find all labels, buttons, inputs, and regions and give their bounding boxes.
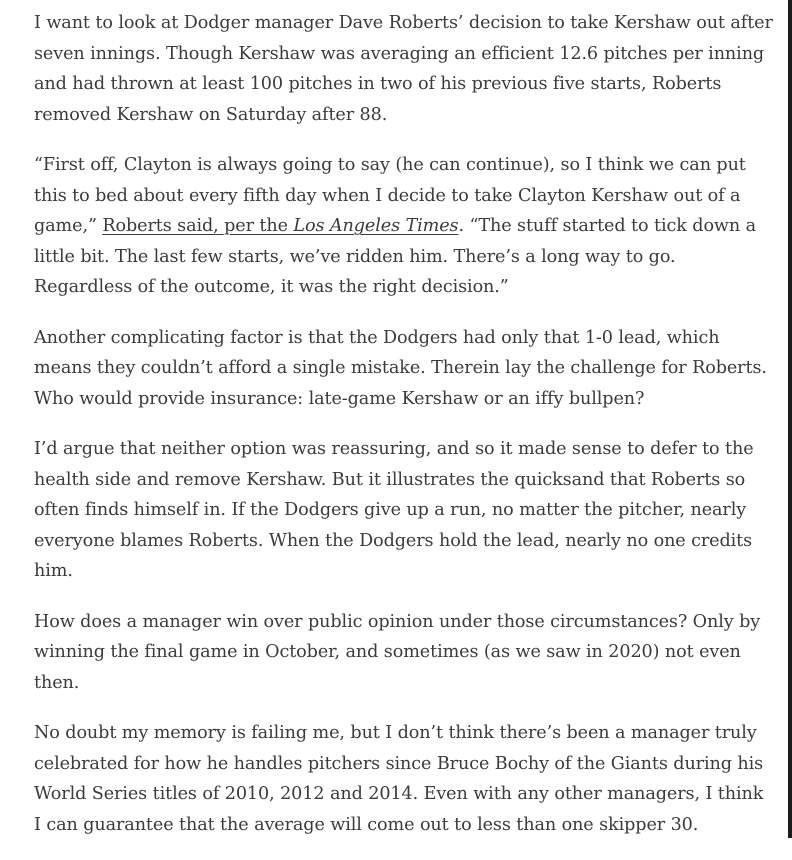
quote-text: “First off, Clayton is always going to say (he can continue), so I think we can put this to bed about every fifth day when I decide to take Clayton Kershaw out of a game,”	[34, 155, 746, 236]
la-times-source-link[interactable]	[102, 216, 458, 236]
article-body	[34, 8, 774, 860]
scrollbar[interactable]	[788, 0, 792, 838]
paragraph-public-opinion: How does a manager win over public opinion under those circumstances? Only by winning the final game in October, and sometimes (as we saw in 2020) not even then.	[34, 611, 761, 693]
source-link-text: Roberts said, per the	[102, 216, 294, 236]
paragraph-roberts-quote	[34, 150, 774, 303]
paragraph-roberts-decision: I want to look at Dodger manager Dave Roberts’ decision to take Kershaw out after seven innings. Though Kershaw was averaging an efficient 12.6 pitches per inning and had thrown at least 100 pitches in two of his previous five starts, Roberts removed Kershaw on Saturday after 88.	[34, 13, 773, 125]
paragraph-health-side: I’d argue that neither option was reassuring, and so it made sense to defer to the health side and remove Kershaw. But it illustrates the quicksand that Roberts so often finds himself in. If the Dodgers give up a run, no matter the pitcher, nearly everyone blames Roberts. When the Dodgers hold the lead, nearly no one credits him.	[34, 439, 754, 581]
paragraph-bochy-memory: No doubt my memory is failing me, but I don’t think there’s been a manager truly celebrated for how he handles pitchers since Bruce Bochy of the Giants during his World Series titles of 2010, 2012 and 2014. Even with any other managers, I think I can guarantee that the average will come out to less than one skipper 30.	[34, 723, 764, 835]
quote-continuation: . “The stuff started to tick down a little bit. The last few starts, we’ve ridden him. There’s a long way to go. Regardless of the outcome, it was the right decision.”	[34, 216, 757, 297]
publication-name: Los Angeles Times	[293, 216, 459, 236]
paragraph-complicating-factor: Another complicating factor is that the Dodgers had only that 1-0 lead, which means they couldn’t afford a single mistake. Therein lay the challenge for Roberts. Who would provide insurance: late-game Kershaw or an iffy bullpen?	[34, 327, 767, 409]
